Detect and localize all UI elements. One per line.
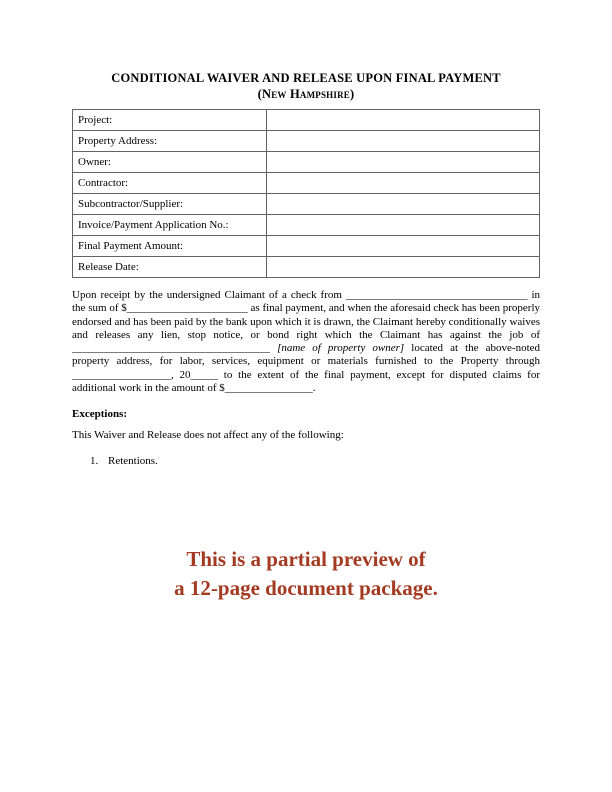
preview-notice <box>72 545 540 603</box>
table-row <box>73 131 540 152</box>
row-value-property-address <box>266 131 539 152</box>
row-value-invoice-payment-application-no <box>266 215 539 236</box>
list-item-number: 1. <box>90 455 99 468</box>
paragraph-italic-note: [name of property owner] <box>277 342 405 355</box>
paragraph-text-before-italic: Upon receipt by the undersigned Claimant of a check from _________________________________ in the sum of $______________________ as final payment, and when the aforesaid check has been properly endorsed and has been paid by the bank upon which it is drawn, the Claimant hereby conditionally waives and releases any lien, stop notice, or bond right which the Claimant has against the job of ____________________________________ <box>72 289 540 355</box>
row-label-contractor: Contractor: <box>73 173 267 194</box>
table-row <box>73 236 540 257</box>
exceptions-intro: This Waiver and Release does not affect any of the following: <box>72 429 344 442</box>
list-item <box>72 455 540 467</box>
waiver-body-paragraph <box>72 289 540 395</box>
document-title: CONDITIONAL WAIVER AND RELEASE UPON FINAL PAYMENT <box>111 71 501 85</box>
row-value-contractor <box>266 173 539 194</box>
table-row <box>73 152 540 173</box>
list-item-text: Retentions. <box>108 455 158 468</box>
project-info-table <box>72 109 540 278</box>
row-label-subcontractor-supplier: Subcontractor/Supplier: <box>73 194 267 215</box>
exceptions-heading: Exceptions: <box>72 408 127 421</box>
table-row <box>73 173 540 194</box>
table-row <box>73 194 540 215</box>
row-label-owner: Owner: <box>73 152 267 173</box>
document-subtitle: (New Hampshire) <box>257 87 355 101</box>
row-value-final-payment-amount <box>266 236 539 257</box>
row-value-owner <box>266 152 539 173</box>
row-value-release-date <box>266 257 539 278</box>
preview-notice-line2: a 12-page document package. <box>174 576 438 601</box>
table-row <box>73 110 540 131</box>
table-row <box>73 215 540 236</box>
paragraph-text-after-italic: located at the above-noted property address, for labor, services, equipment or materials furnished to the Property through __________________, 20_____ to the extent of the final payment, except for disputed claims for additional work in the amount of $________________. <box>72 342 541 395</box>
row-value-subcontractor-supplier <box>266 194 539 215</box>
row-label-release-date: Release Date: <box>73 257 267 278</box>
row-value-project <box>266 110 539 131</box>
row-label-project: Project: <box>73 110 267 131</box>
row-label-final-payment-amount: Final Payment Amount: <box>73 236 267 257</box>
table-row <box>73 257 540 278</box>
row-label-invoice-payment-application-no: Invoice/Payment Application No.: <box>73 215 267 236</box>
row-label-property-address: Property Address: <box>73 131 267 152</box>
preview-notice-line1: This is a partial preview of <box>186 547 426 572</box>
